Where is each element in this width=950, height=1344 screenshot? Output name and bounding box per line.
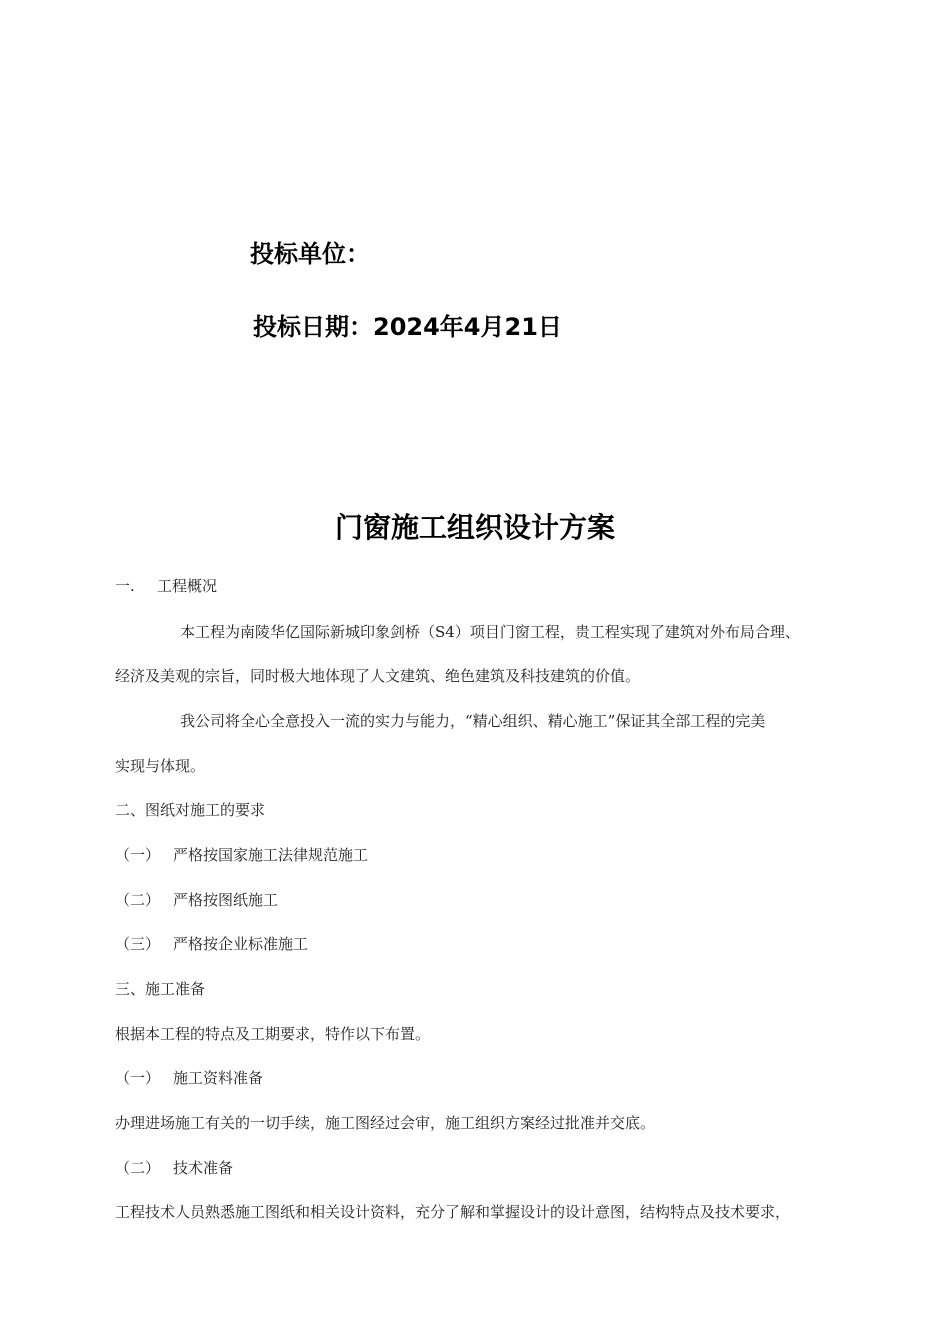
subsection-heading bbox=[115, 1068, 263, 1088]
section-2-heading: 二、图纸对施工的要求 bbox=[115, 801, 266, 819]
list-item-text: 严格按国家施工法律规范施工 bbox=[173, 846, 369, 864]
paragraph-1-line-1: 本工程为南陵华亿国际新城印象剑桥（S4）项目门窗工程，贵工程实现了建筑对外布局合理、 bbox=[180, 623, 800, 641]
paragraph-2-line-1: 我公司将全心全意投入一流的实力与能力，“精心组织、精心施工”保证其全部工程的完美 bbox=[180, 712, 766, 730]
list-item bbox=[115, 890, 278, 910]
section-3-heading: 三、施工准备 bbox=[115, 980, 206, 998]
bidder-label: 投标单位： bbox=[250, 240, 370, 268]
list-item-text: 严格按企业标准施工 bbox=[173, 935, 309, 953]
subsection-number: （二） bbox=[115, 1159, 161, 1177]
list-item-number: （一） bbox=[115, 846, 161, 864]
list-item bbox=[115, 845, 368, 865]
section-1-heading bbox=[115, 576, 217, 596]
bid-date-label: 投标日期：2024年4月21日 bbox=[253, 313, 562, 341]
list-item-number: （二） bbox=[115, 891, 161, 909]
list-item-number: （三） bbox=[115, 935, 161, 953]
subsection-number: （一） bbox=[115, 1069, 161, 1087]
section-1-number: 一. bbox=[115, 577, 135, 595]
subsection-body: 办理进场施工有关的一切手续，施工图经过会审，施工组织方案经过批准并交底。 bbox=[115, 1114, 656, 1132]
subsection-title: 施工资料准备 bbox=[173, 1069, 264, 1087]
paragraph-2-line-2: 实现与体现。 bbox=[115, 757, 206, 775]
paragraph-1-line-2: 经济及美观的宗旨，同时极大地体现了人文建筑、绝色建筑及科技建筑的价值。 bbox=[115, 667, 641, 685]
list-item bbox=[115, 934, 308, 954]
section-1-title: 工程概况 bbox=[157, 577, 218, 595]
section-3-intro: 根据本工程的特点及工期要求，特作以下布置。 bbox=[115, 1025, 431, 1043]
list-item-text: 严格按图纸施工 bbox=[173, 891, 279, 909]
subsection-body: 工程技术人员熟悉施工图纸和相关设计资料，充分了解和掌握设计的设计意图，结构特点及技术要求， bbox=[115, 1203, 791, 1221]
document-title: 门窗施工组织设计方案 bbox=[334, 511, 615, 544]
subsection-heading bbox=[115, 1158, 233, 1178]
subsection-title: 技术准备 bbox=[173, 1159, 234, 1177]
